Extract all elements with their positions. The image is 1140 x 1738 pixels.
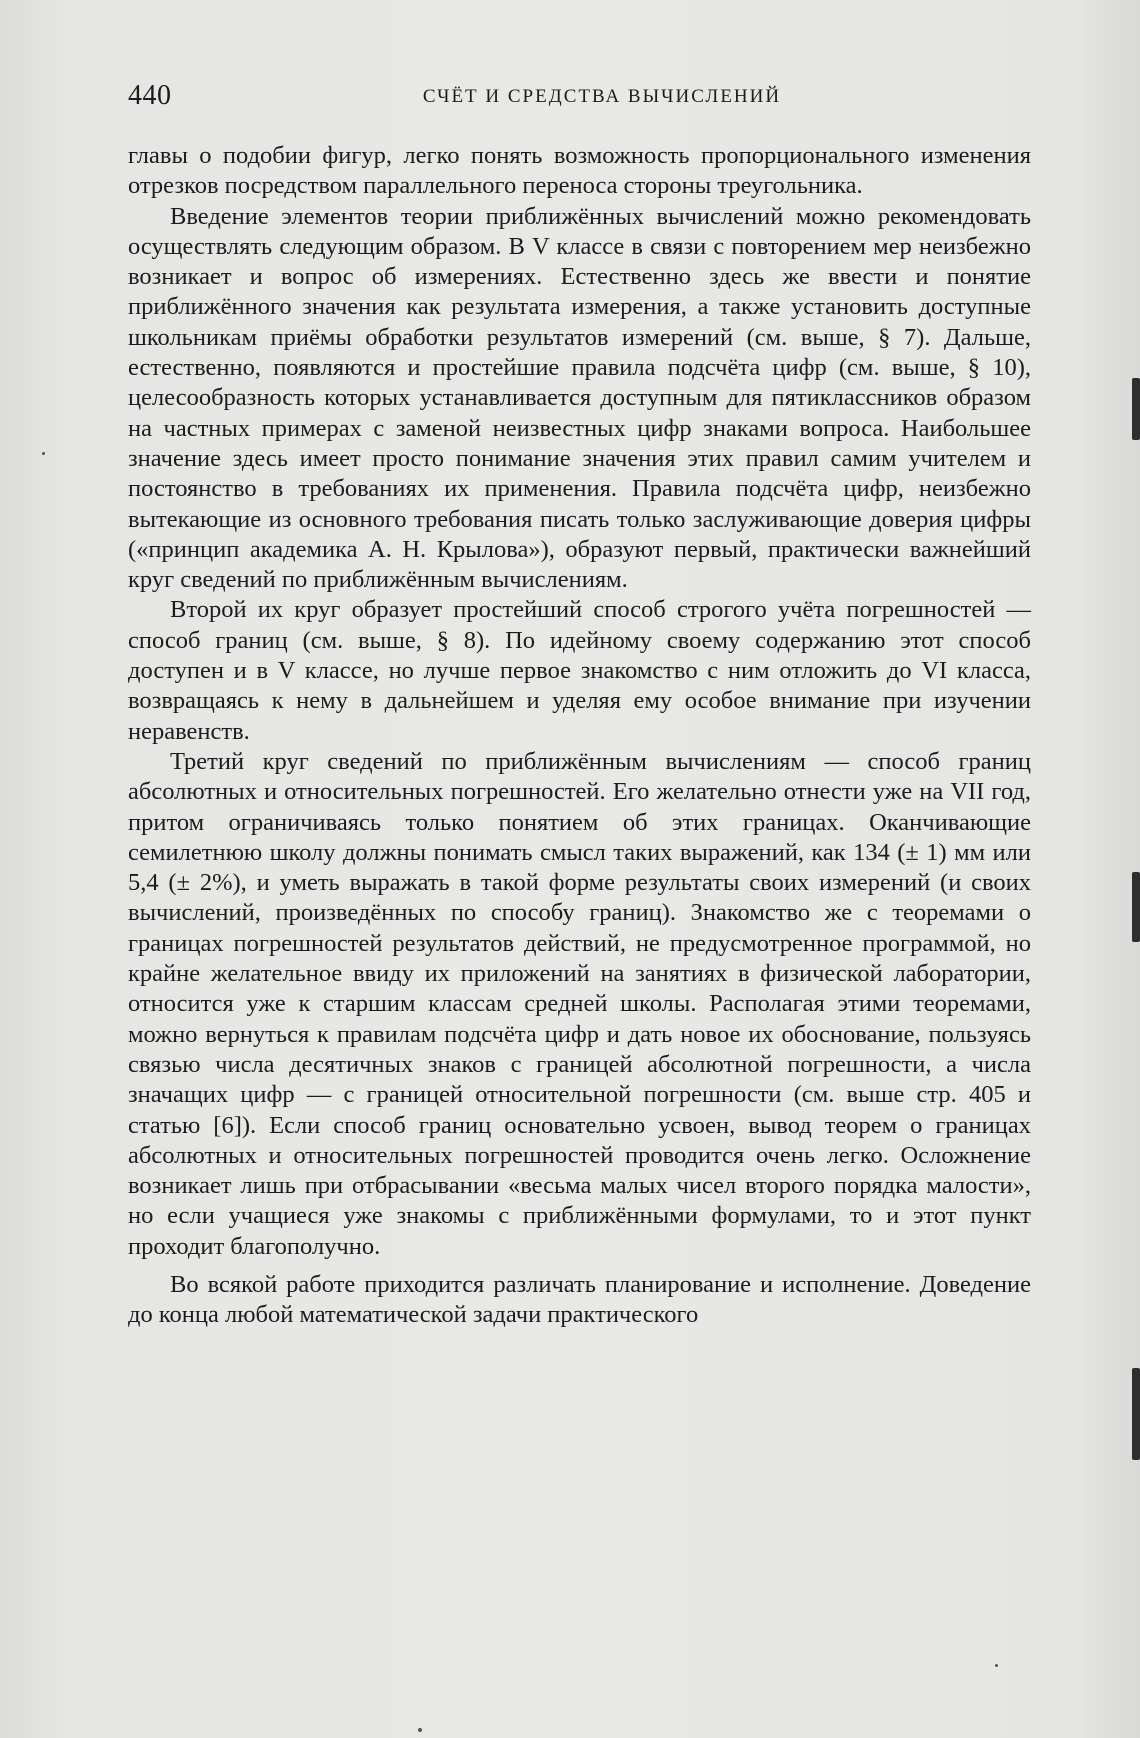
page-header <box>128 80 1036 120</box>
body-text <box>128 141 1031 1331</box>
scan-speck <box>995 1664 998 1667</box>
scan-edge-mark <box>1132 378 1140 440</box>
paragraph-continuation: главы о подобии фигур, легко понять возможность пропорционального изменения отрезков посредством параллельного переноса стороны треугольника. <box>128 142 1031 200</box>
paragraph-third-circle: Третий круг сведений по приближённым вычислениям — способ границ абсолютных и относительных погрешностей. Его желательно отнести уже на VII год, притом ограничиваясь только понятием об этих границах. Оканчивающие семилетнюю школу должны понимать смысл таких выражений, как 134 (± 1) мм или 5,4 (± 2%), и уметь выражать в такой форме результаты своих измерений (и своих вычислений, произведённых по способу границ). Знакомство же с теоремами о границах погрешностей результатов действий, не предусмотренное программой, но крайне желательное ввиду их приложений на занятиях в физической лаборатории, относится уже к старшим классам средней школы. Располагая этими теоремами, можно вернуться к правилам подсчёта цифр и дать новое их обоснование, пользуясь связью числа десятичных знаков с границей абсолютной погрешности, а числа значащих цифр — с границей относительной погрешности (см. выше стр. 405 и статью [6]). Если способ границ основательно усвоен, вывод теорем о границах абсолютных и относительных погрешностей проводится очень легко. Осложнение возникает лишь при отбрасывании «весьма малых чисел второго порядка малости», но если учащиеся уже знакомы с приближёнными формулами, то и этот пункт проходит благополучно. <box>128 747 1031 1260</box>
scan-speck <box>418 1728 422 1732</box>
page-number: 440 <box>128 80 172 111</box>
scan-edge-mark <box>1132 872 1140 942</box>
running-title: СЧЁТ И СРЕДСТВА ВЫЧИСЛЕНИЙ <box>422 86 782 107</box>
paragraph-planning: Во всякой работе приходится различать планирование и исполнение. Доведение до конца любой математической задачи практического <box>128 1270 1031 1329</box>
paragraph-approximate-calculations: Введение элементов теории приближённых вычислений можно рекомендовать осуществлять следующим образом. В V классе в связи с повторением мер неизбежно возникает и вопрос об измерениях. Естественно здесь же ввести и понятие приближённого значения как результата измерения, а также установить доступные школьникам приёмы обработки результатов измерений (см. выше, § 7). Дальше, естественно, появляются и простейшие правила подсчёта цифр (см. выше, § 10), целесообразность которых устанавливается доступным для пятиклассников образом на частных примерах с заменой неизвестных цифр знаками вопроса. Наибольшее значение здесь имеет просто понимание значения этих правил самим учителем и постоянство в требованиях их применения. Правила подсчёта цифр, неизбежно вытекающие из основного требования писать только заслуживающие доверия цифры («принцип академика А. Н. Крылова»), образуют первый, практически важнейший круг сведений по приближённым вычислениям. <box>128 202 1031 594</box>
scan-edge-mark <box>1132 1368 1140 1460</box>
paragraph-second-circle: Второй их круг образует простейший способ строгого учёта погрешностей — способ границ (см. выше, § 8). По идейному своему содержанию этот способ доступен и в V классе, но лучше первое знакомство с ним отложить до VI класса, возвращаясь к нему в дальнейшем и уделяя ему особое внимание при изучении неравенств. <box>128 596 1031 745</box>
scan-speck <box>42 452 45 455</box>
